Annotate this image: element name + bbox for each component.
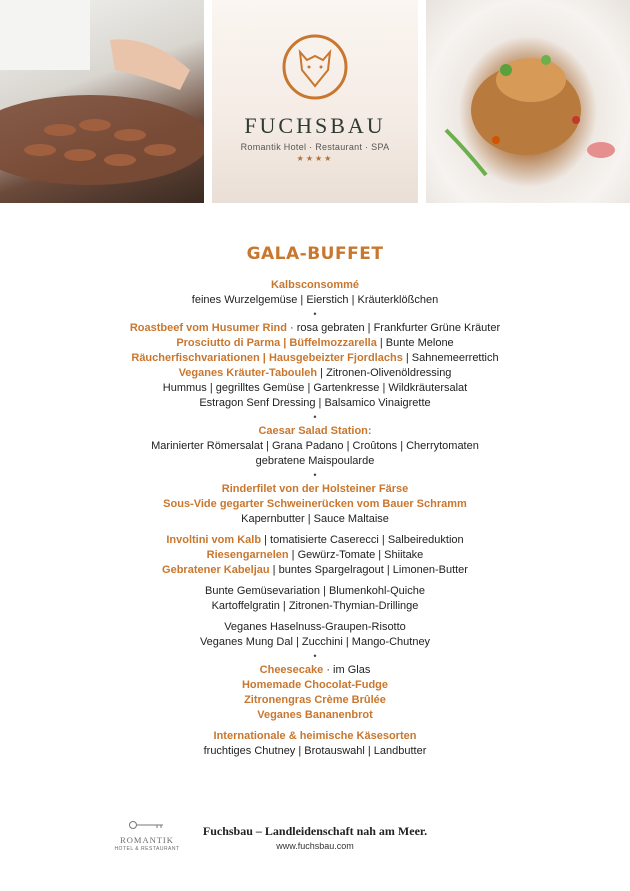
menu-line xyxy=(0,729,630,744)
menu-line xyxy=(0,454,630,469)
dish-name: Cheesecake xyxy=(259,664,324,676)
star-rating: ★★★★ xyxy=(296,154,334,163)
catering-photo xyxy=(0,0,204,203)
website-link[interactable]: www.fuchsbau.com xyxy=(276,841,354,851)
menu-line xyxy=(0,351,630,366)
dish-name: Sous-Vide gegarter Schweinerücken vom Bauer Schramm xyxy=(163,498,467,510)
menu-section xyxy=(0,533,630,578)
dish-detail: · rosa gebraten | Frankfurter Grüne Kräuter xyxy=(286,322,501,334)
dish-illustration xyxy=(426,0,630,203)
dish-detail: feines Wurzelgemüse | Eierstich | Kräuterklößchen xyxy=(191,294,439,306)
dish-detail: fruchtiges Chutney | Brotauswahl | Landbutter xyxy=(203,745,427,757)
dish-detail: | tomatisierte Caserecci | Salbeireduktion xyxy=(261,534,464,546)
brand-name: FUCHSBAU xyxy=(244,113,386,138)
fox-logo-icon xyxy=(212,0,418,203)
catering-illustration xyxy=(0,0,204,203)
footer-tagline: Fuchsbau – Landleidenschaft nah am Meer. xyxy=(202,824,428,838)
menu-section xyxy=(0,321,630,411)
section-separator: • xyxy=(313,309,317,319)
menu-line xyxy=(0,708,630,723)
dish-detail: Veganes Haselnuss-Graupen-Risotto xyxy=(224,621,406,633)
menu-line xyxy=(0,278,630,293)
dish-photo xyxy=(426,0,630,203)
dish-name: Gebratener Kabeljau xyxy=(162,564,270,576)
section-separator: • xyxy=(313,651,317,661)
menu-section xyxy=(0,620,630,650)
dish-name: Riesengarnelen xyxy=(206,549,289,561)
menu-line xyxy=(0,482,630,497)
menu-line xyxy=(0,396,630,411)
menu-line xyxy=(0,424,630,439)
logo-panel xyxy=(212,0,418,203)
dish-detail: Estragon Senf Dressing | Balsamico Vinaigrette xyxy=(199,397,431,409)
dish-detail: Kapernbutter | Sauce Maltaise xyxy=(241,513,389,525)
dish-name: Involtini vom Kalb xyxy=(166,534,262,546)
brand-subtitle: Romantik Hotel · Restaurant · SPA xyxy=(240,142,390,152)
menu-line xyxy=(0,366,630,381)
menu-line xyxy=(0,693,630,708)
dish-name: Internationale & heimische Käsesorten xyxy=(213,730,417,742)
menu-line xyxy=(0,620,630,635)
dish-detail: Kartoffelgratin | Zitronen-Thymian-Drillinge xyxy=(211,600,419,612)
menu xyxy=(0,244,630,759)
dish-name: Roastbeef vom Husumer Rind xyxy=(129,322,287,334)
dish-detail: Veganes Mung Dal | Zucchini | Mango-Chutney xyxy=(199,636,431,648)
dish-name: Homemade Chocolat-Fudge xyxy=(241,679,389,691)
menu-line xyxy=(0,635,630,650)
menu-line xyxy=(0,533,630,548)
menu-line xyxy=(0,678,630,693)
dish-name: Prosciutto di Parma | Büffelmozzarella xyxy=(176,337,377,349)
menu-line xyxy=(0,321,630,336)
menu-section xyxy=(0,482,630,527)
dish-detail: | Zitronen-Olivenöldressing xyxy=(317,367,452,379)
dish-detail: | buntes Spargelragout | Limonen-Butter xyxy=(269,564,468,576)
menu-line xyxy=(0,563,630,578)
romantik-wordmark: ROMANTIK xyxy=(120,835,174,845)
dish-detail: | Bunte Melone xyxy=(376,337,454,349)
menu-line xyxy=(0,381,630,396)
menu-section xyxy=(0,424,630,469)
section-separator: • xyxy=(313,412,317,422)
dish-name: Räucherfischvariationen | Hausgebeizter Fjordlachs xyxy=(131,352,403,364)
section-separator: • xyxy=(313,470,317,480)
menu-section xyxy=(0,584,630,614)
dish-detail: Marinierter Römersalat | Grana Padano | Croûtons | Cherrytomaten xyxy=(151,440,479,452)
menu-line xyxy=(0,744,630,759)
menu-line xyxy=(0,584,630,599)
dish-detail: gebratene Maispoularde xyxy=(255,455,375,467)
dish-name: Veganes Kräuter-Tabouleh xyxy=(178,367,318,379)
menu-section xyxy=(0,278,630,308)
menu-line xyxy=(0,663,630,678)
menu-section xyxy=(0,729,630,759)
romantik-subline: HOTEL & RESTAURANT xyxy=(114,846,180,852)
dish-detail: Bunte Gemüsevariation | Blumenkohl-Quiche xyxy=(205,585,425,597)
header xyxy=(0,0,630,203)
menu-body xyxy=(0,278,630,759)
menu-line xyxy=(0,599,630,614)
menu-line xyxy=(0,293,630,308)
dish-name: Rinderfilet von der Holsteiner Färse xyxy=(221,483,409,495)
dish-name: Kalbsconsommé xyxy=(270,279,360,291)
dish-detail: Hummus | gegrilltes Gemüse | Gartenkresse | Wildkräutersalat xyxy=(162,382,468,394)
dish-name: Veganes Bananenbrot xyxy=(257,709,373,721)
menu-line xyxy=(0,336,630,351)
menu-title: GALA-BUFFET xyxy=(246,244,384,264)
dish-detail: | Sahnemeerrettich xyxy=(402,352,499,364)
menu-line xyxy=(0,512,630,527)
dish-name: Caesar Salad Station: xyxy=(258,425,372,437)
menu-line xyxy=(0,548,630,563)
dish-detail: · im Glas xyxy=(323,664,371,676)
menu-section xyxy=(0,663,630,723)
menu-line xyxy=(0,497,630,512)
dish-detail: | Gewürz-Tomate | Shiitake xyxy=(288,549,424,561)
dish-name: Zitronengras Crème Brûlée xyxy=(244,694,386,706)
menu-line xyxy=(0,439,630,454)
